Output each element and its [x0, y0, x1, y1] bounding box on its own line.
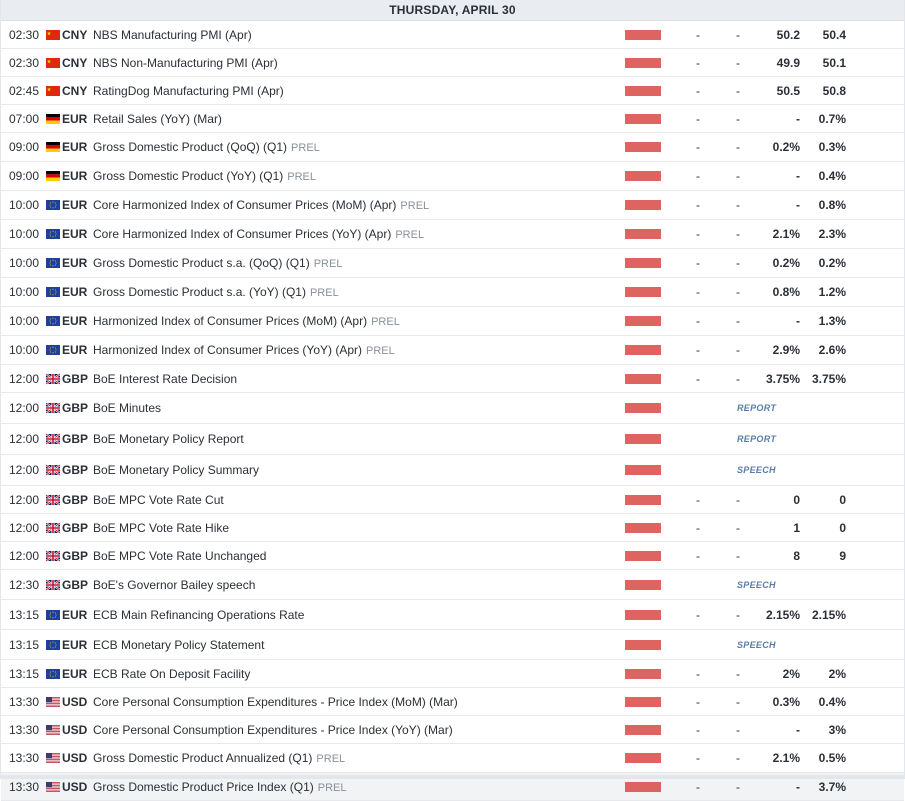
uk-flag-icon — [46, 523, 60, 533]
event-title[interactable] — [93, 401, 161, 415]
currency-code: GBP — [62, 520, 89, 535]
event-row[interactable] — [1, 307, 904, 336]
eu-flag-icon — [46, 610, 60, 620]
consensus-value: - — [796, 314, 800, 328]
event-title[interactable] — [93, 463, 259, 477]
consensus-value: 50.5 — [776, 83, 800, 98]
consensus-value: 3.75% — [765, 371, 800, 386]
event-time: 13:30 — [9, 779, 40, 794]
deviation-value: - — [736, 55, 740, 70]
event-time: 12:00 — [9, 492, 40, 507]
event-time: 02:30 — [9, 27, 40, 42]
event-time: 10:00 — [9, 285, 40, 299]
impact-high-bar — [625, 495, 661, 505]
event-title[interactable] — [93, 751, 345, 765]
deviation-value: - — [736, 343, 740, 357]
event-title[interactable] — [93, 493, 224, 507]
actual-value: - — [696, 548, 700, 563]
event-title-text: Core Personal Consumption Expenditures - Price Index (YoY) (Mar) — [93, 722, 453, 737]
preliminary-badge: PREL — [291, 142, 320, 154]
currency-code: EUR — [62, 140, 88, 154]
event-time: 09:00 — [9, 169, 40, 183]
event-title-text: BoE MPC Vote Rate Cut — [93, 492, 224, 507]
event-row[interactable] — [1, 77, 904, 105]
event-time: 02:45 — [9, 83, 40, 98]
currency-code: EUR — [62, 666, 88, 681]
impact-high-bar — [625, 610, 661, 620]
previous-value: 0.3% — [818, 140, 846, 154]
event-title-text: ECB Monetary Policy Statement — [93, 637, 265, 652]
impact-high-bar — [625, 200, 661, 210]
event-row[interactable] — [1, 514, 904, 542]
actual-value: - — [696, 607, 700, 622]
event-title[interactable] — [93, 285, 339, 299]
event-title-text: Gross Domestic Product (YoY) (Q1) — [93, 169, 284, 183]
previous-value: 50.1 — [822, 55, 846, 70]
eu-flag-icon — [46, 669, 60, 679]
event-row[interactable] — [1, 455, 904, 486]
preliminary-badge: PREL — [395, 229, 425, 241]
event-row[interactable] — [1, 162, 904, 191]
previous-value: 2.6% — [818, 343, 846, 357]
deviation-value: - — [736, 227, 740, 241]
consensus-value: 0.2% — [772, 256, 800, 270]
event-row[interactable] — [1, 542, 904, 570]
eu-flag-icon — [46, 316, 60, 326]
previous-value: 2% — [828, 666, 846, 681]
event-title-text: Retail Sales (YoY) (Mar) — [93, 111, 222, 126]
previous-value: 0.5% — [818, 751, 846, 765]
actual-value: - — [696, 779, 700, 794]
event-row[interactable] — [1, 630, 904, 660]
event-title[interactable] — [93, 723, 453, 737]
event-title[interactable] — [93, 372, 237, 386]
event-title[interactable] — [93, 198, 429, 212]
event-time: 12:00 — [9, 463, 40, 477]
event-title-text: BoE's Governor Bailey speech — [93, 577, 256, 592]
eu-flag-icon — [46, 200, 60, 210]
currency-code: GBP — [62, 577, 89, 592]
event-title[interactable] — [93, 432, 244, 446]
impact-high-bar — [625, 697, 661, 707]
event-row[interactable] — [1, 191, 904, 220]
eu-flag-icon — [46, 345, 60, 355]
impact-high-bar — [625, 753, 661, 763]
event-title-text: NBS Manufacturing PMI (Apr) — [93, 27, 252, 42]
impact-high-bar — [625, 171, 661, 181]
germany-flag-icon — [46, 114, 60, 124]
previous-value: 50.4 — [822, 27, 846, 42]
event-row[interactable] — [1, 660, 904, 688]
event-title-text: BoE MPC Vote Rate Unchanged — [93, 548, 267, 563]
preliminary-badge: PREL — [317, 781, 347, 794]
china-flag-icon — [46, 30, 60, 40]
event-time: 10:00 — [9, 256, 40, 270]
us-flag-icon — [46, 753, 60, 763]
event-title-text: Harmonized Index of Consumer Prices (MoM) (Apr) — [93, 314, 368, 328]
scroll-footer — [1, 775, 904, 779]
us-flag-icon — [46, 782, 60, 792]
actual-value: - — [696, 722, 700, 737]
event-row[interactable] — [1, 49, 904, 77]
preliminary-badge: PREL — [309, 287, 339, 299]
event-title[interactable] — [93, 549, 266, 563]
event-title-text: Gross Domestic Product Annualized (Q1) — [93, 751, 313, 765]
impact-high-bar — [625, 725, 661, 735]
event-title-text: NBS Non-Manufacturing PMI (Apr) — [93, 55, 278, 70]
consensus-value: - — [796, 779, 800, 794]
event-title-text: BoE Minutes — [93, 401, 162, 415]
previous-value: 3.7% — [818, 779, 846, 794]
currency-code: EUR — [62, 111, 88, 126]
impact-high-bar — [625, 374, 661, 384]
impact-high-bar — [625, 114, 661, 124]
deviation-value: - — [736, 285, 740, 299]
event-row[interactable] — [1, 278, 904, 307]
deviation-value: - — [736, 722, 740, 737]
deviation-value: - — [736, 751, 740, 765]
event-title-text: BoE Monetary Policy Summary — [93, 463, 260, 477]
uk-flag-icon — [46, 580, 60, 590]
consensus-value: - — [796, 198, 800, 212]
currency-code: EUR — [62, 198, 88, 212]
event-list — [1, 21, 904, 801]
consensus-value: 0.3% — [772, 694, 800, 709]
impact-high-bar — [625, 142, 661, 152]
previous-value: 3% — [828, 722, 846, 737]
currency-code: GBP — [62, 463, 89, 477]
germany-flag-icon — [46, 171, 60, 181]
previous-value: 2.3% — [818, 227, 846, 241]
actual-value: - — [696, 55, 700, 70]
event-time: 12:00 — [9, 401, 40, 415]
deviation-value: - — [736, 256, 740, 270]
event-title[interactable] — [93, 780, 346, 794]
china-flag-icon — [46, 86, 60, 96]
impact-high-bar — [625, 86, 661, 96]
preliminary-badge: PREL — [400, 200, 430, 212]
currency-code: GBP — [62, 432, 89, 446]
report-tag: REPORT — [737, 434, 777, 444]
event-row[interactable] — [1, 365, 904, 393]
actual-value: - — [696, 285, 700, 299]
event-time: 13:15 — [9, 637, 40, 652]
currency-code: GBP — [62, 401, 89, 415]
event-row[interactable] — [1, 716, 904, 744]
event-time: 13:30 — [9, 694, 40, 709]
eu-flag-icon — [46, 258, 60, 268]
event-row[interactable] — [1, 249, 904, 278]
event-time: 12:00 — [9, 548, 40, 563]
impact-high-bar — [625, 258, 661, 268]
impact-high-bar — [625, 782, 661, 792]
previous-value: 1.2% — [818, 285, 846, 299]
consensus-value: 2% — [782, 666, 800, 681]
event-title-text: BoE MPC Vote Rate Hike — [93, 520, 230, 535]
previous-value: 0.7% — [818, 111, 846, 126]
actual-value: - — [696, 256, 700, 270]
uk-flag-icon — [46, 495, 60, 505]
event-time: 12:00 — [9, 432, 40, 446]
currency-code: CNY — [62, 55, 88, 70]
event-time: 12:30 — [9, 577, 40, 592]
event-time: 13:30 — [9, 722, 40, 737]
previous-value: 3.75% — [811, 371, 846, 386]
event-row[interactable] — [1, 744, 904, 773]
impact-high-bar — [625, 287, 661, 297]
speech-tag: SPEECH — [737, 639, 776, 650]
event-title[interactable] — [93, 521, 229, 535]
actual-value: - — [696, 83, 700, 98]
consensus-value: 1 — [793, 520, 800, 535]
deviation-value: - — [736, 548, 740, 563]
event-time: 10:00 — [9, 227, 40, 241]
event-row[interactable] — [1, 21, 904, 49]
actual-value: - — [696, 666, 700, 681]
actual-value: - — [696, 751, 700, 765]
consensus-value: 8 — [793, 548, 800, 563]
event-row[interactable] — [1, 336, 904, 365]
event-title-text: Core Harmonized Index of Consumer Prices (YoY) (Apr) — [93, 227, 392, 241]
previous-value: 0 — [839, 492, 846, 507]
consensus-value: - — [796, 169, 800, 183]
impact-high-bar — [625, 465, 661, 475]
event-title-text: Gross Domestic Product (QoQ) (Q1) — [93, 140, 288, 154]
event-title[interactable] — [93, 667, 250, 681]
currency-code: GBP — [62, 371, 89, 386]
deviation-value: - — [736, 140, 740, 154]
impact-high-bar — [625, 640, 661, 650]
germany-flag-icon — [46, 142, 60, 152]
consensus-value: 2.1% — [772, 227, 800, 241]
impact-high-bar — [625, 551, 661, 561]
event-row[interactable] — [1, 393, 904, 424]
actual-value: - — [696, 140, 700, 154]
impact-high-bar — [625, 523, 661, 533]
currency-code: USD — [62, 779, 88, 794]
currency-code: USD — [62, 722, 88, 737]
event-time: 10:00 — [9, 314, 40, 328]
speech-tag: SPEECH — [737, 465, 776, 475]
consensus-value: - — [796, 722, 800, 737]
event-title[interactable] — [93, 169, 316, 183]
previous-value: 0.4% — [818, 694, 846, 709]
event-title[interactable] — [93, 256, 342, 270]
consensus-value: 2.1% — [772, 751, 800, 765]
preliminary-badge: PREL — [287, 171, 317, 183]
event-row[interactable] — [1, 133, 904, 162]
deviation-value: - — [736, 83, 740, 98]
impact-high-bar — [625, 345, 661, 355]
event-time: 12:00 — [9, 371, 40, 386]
event-row[interactable] — [1, 570, 904, 600]
currency-code: EUR — [62, 343, 88, 357]
previous-value: 0.8% — [818, 198, 846, 212]
currency-code: USD — [62, 694, 88, 709]
currency-code: CNY — [62, 27, 88, 42]
event-title[interactable] — [93, 140, 320, 154]
event-title-text: ECB Rate On Deposit Facility — [93, 666, 251, 681]
uk-flag-icon — [46, 551, 60, 561]
actual-value: - — [696, 371, 700, 386]
actual-value: - — [696, 169, 700, 183]
actual-value: - — [696, 314, 700, 328]
deviation-value: - — [736, 520, 740, 535]
deviation-value: - — [736, 27, 740, 42]
actual-value: - — [696, 343, 700, 357]
event-row[interactable] — [1, 105, 904, 133]
preliminary-badge: PREL — [316, 753, 346, 765]
us-flag-icon — [46, 725, 60, 735]
preliminary-badge: PREL — [371, 316, 400, 328]
event-title[interactable] — [93, 28, 252, 42]
event-time: 09:00 — [9, 140, 40, 154]
event-row[interactable] — [1, 600, 904, 630]
event-time: 07:00 — [9, 111, 40, 126]
event-title[interactable] — [93, 314, 400, 328]
previous-value: 9 — [839, 548, 846, 563]
preliminary-badge: PREL — [366, 345, 395, 357]
uk-flag-icon — [46, 403, 60, 413]
eu-flag-icon — [46, 640, 60, 650]
currency-code: EUR — [62, 285, 88, 299]
event-title-text: Core Personal Consumption Expenditures - Price Index (MoM) (Mar) — [93, 694, 458, 709]
day-header: THURSDAY, APRIL 30 — [1, 0, 904, 21]
actual-value: - — [696, 198, 700, 212]
previous-value: 1.3% — [818, 314, 846, 328]
actual-value: - — [696, 111, 700, 126]
consensus-value: 50.2 — [776, 27, 800, 42]
event-time: 12:00 — [9, 520, 40, 535]
previous-value: 0 — [839, 520, 846, 535]
event-time: 02:30 — [9, 55, 40, 70]
actual-value: - — [696, 694, 700, 709]
event-title[interactable] — [93, 343, 395, 357]
event-time: 10:00 — [9, 198, 40, 212]
deviation-value: - — [736, 371, 740, 386]
deviation-value: - — [736, 607, 740, 622]
event-time: 13:15 — [9, 666, 40, 681]
deviation-value: - — [736, 779, 740, 794]
currency-code: EUR — [62, 169, 88, 183]
event-title-text: RatingDog Manufacturing PMI (Apr) — [93, 83, 284, 98]
eu-flag-icon — [46, 229, 60, 239]
deviation-value: - — [736, 169, 740, 183]
event-title-text: ECB Main Refinancing Operations Rate — [93, 607, 305, 622]
event-title-text: Harmonized Index of Consumer Prices (YoY) (Apr) — [93, 343, 362, 357]
deviation-value: - — [736, 111, 740, 126]
actual-value: - — [696, 27, 700, 42]
currency-code: GBP — [62, 548, 89, 563]
currency-code: EUR — [62, 607, 88, 622]
consensus-value: 0.2% — [772, 140, 800, 154]
preliminary-badge: PREL — [313, 258, 343, 270]
uk-flag-icon — [46, 465, 60, 475]
event-title[interactable] — [93, 112, 222, 126]
event-title[interactable] — [93, 608, 304, 622]
event-title[interactable] — [93, 227, 424, 241]
event-title-text: Gross Domestic Product s.a. (QoQ) (Q1) — [93, 256, 310, 270]
impact-high-bar — [625, 580, 661, 590]
uk-flag-icon — [46, 434, 60, 444]
event-time: 13:30 — [9, 751, 40, 765]
consensus-value: 0.8% — [772, 285, 800, 299]
consensus-value: 2.15% — [765, 607, 800, 622]
event-title[interactable] — [93, 695, 458, 709]
event-row[interactable] — [1, 220, 904, 249]
consensus-value: 49.9 — [776, 55, 800, 70]
deviation-value: - — [736, 198, 740, 212]
previous-value: 0.2% — [818, 256, 846, 270]
uk-flag-icon — [46, 374, 60, 384]
event-title[interactable] — [93, 578, 255, 592]
event-time: 13:15 — [9, 607, 40, 622]
event-title-text: Gross Domestic Product Price Index (Q1) — [93, 779, 314, 794]
event-title[interactable] — [93, 56, 278, 70]
eu-flag-icon — [46, 287, 60, 297]
currency-code: EUR — [62, 314, 88, 328]
impact-high-bar — [625, 669, 661, 679]
currency-code: EUR — [62, 256, 88, 270]
impact-high-bar — [625, 30, 661, 40]
event-row[interactable] — [1, 424, 904, 455]
previous-value: 0.4% — [818, 169, 846, 183]
speech-tag: SPEECH — [737, 579, 776, 590]
us-flag-icon — [46, 697, 60, 707]
consensus-value: 0 — [793, 492, 800, 507]
event-title[interactable] — [93, 638, 264, 652]
report-tag: REPORT — [737, 403, 777, 413]
currency-code: GBP — [62, 492, 89, 507]
previous-value: 50.8 — [822, 83, 846, 98]
actual-value: - — [696, 227, 700, 241]
china-flag-icon — [46, 58, 60, 68]
event-title-text: BoE Monetary Policy Report — [93, 432, 244, 446]
impact-high-bar — [625, 403, 661, 413]
event-title-text: BoE Interest Rate Decision — [93, 371, 238, 386]
event-title-text: Gross Domestic Product s.a. (YoY) (Q1) — [93, 285, 306, 299]
previous-value: 2.15% — [811, 607, 846, 622]
consensus-value: 2.9% — [772, 343, 800, 357]
event-time: 10:00 — [9, 343, 40, 357]
deviation-value: - — [736, 314, 740, 328]
actual-value: - — [696, 492, 700, 507]
impact-high-bar — [625, 434, 661, 444]
deviation-value: - — [736, 694, 740, 709]
event-row[interactable] — [1, 688, 904, 716]
currency-code: USD — [62, 751, 88, 765]
currency-code: EUR — [62, 637, 88, 652]
consensus-value: - — [796, 111, 800, 126]
deviation-value: - — [736, 666, 740, 681]
impact-high-bar — [625, 58, 661, 68]
event-row[interactable] — [1, 486, 904, 514]
actual-value: - — [696, 520, 700, 535]
event-title-text: Core Harmonized Index of Consumer Prices (MoM) (Apr) — [93, 198, 397, 212]
impact-high-bar — [625, 316, 661, 326]
deviation-value: - — [736, 492, 740, 507]
currency-code: EUR — [62, 227, 88, 241]
event-title[interactable] — [93, 84, 284, 98]
currency-code: CNY — [62, 83, 88, 98]
impact-high-bar — [625, 229, 661, 239]
